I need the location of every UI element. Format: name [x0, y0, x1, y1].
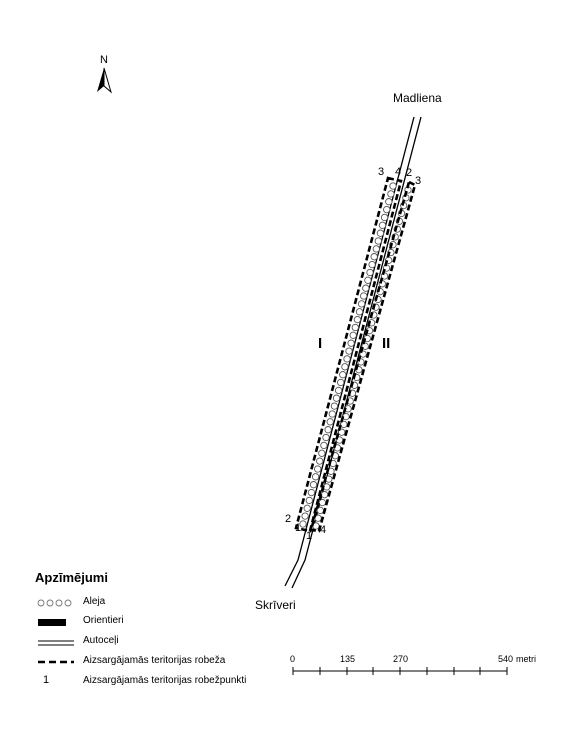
legend-label-boundary: Aizsargājamās teritorijas robeža [83, 655, 226, 666]
alley-tree-symbol [342, 364, 348, 370]
alley-tree-symbol [321, 492, 327, 498]
alley-tree-symbol [304, 505, 310, 511]
boundary-point-label: 4 [320, 524, 327, 536]
alley-tree-symbol [369, 261, 375, 267]
alley-tree-symbol [327, 419, 333, 425]
scale-bar [293, 667, 507, 675]
scale-tick-label: 270 [393, 654, 409, 664]
alley-tree-symbol [335, 387, 341, 393]
alley-tree-symbol [306, 497, 312, 503]
alley-tree-symbol [352, 324, 358, 330]
north-letter: N [100, 54, 108, 66]
alley-tree-symbol [319, 450, 325, 456]
alley-tree-symbol [329, 411, 335, 417]
alley-tree-symbol [321, 442, 327, 448]
alley-tree-symbol [350, 332, 356, 338]
legend-label-alley: Aleja [83, 596, 106, 607]
boundary-point-label: 2 [406, 167, 413, 179]
boundary-point-label: 1 [306, 530, 313, 542]
alley-tree-symbol [331, 403, 337, 409]
alley-tree-symbol [333, 395, 339, 401]
legend-label-roads: Autoceļi [83, 635, 119, 646]
zone-label-right: II [382, 335, 391, 352]
alley-tree-symbol [348, 340, 354, 346]
alley-tree-symbol [340, 372, 346, 378]
alley-tree-symbol [386, 199, 392, 205]
alley-tree-symbol [379, 222, 385, 228]
alley-tree-symbol [390, 183, 396, 189]
legend-alley-symbol [38, 600, 71, 606]
alley-tree-symbol [361, 293, 367, 299]
alley-tree-symbol [344, 356, 350, 362]
legend-symbol-point-number: 1 [43, 674, 50, 686]
alley-east-row [313, 187, 411, 529]
alley-tree-symbol [338, 379, 344, 385]
place-label-north: Madliena [393, 91, 442, 105]
alley-tree-symbol [310, 482, 316, 488]
scale-tick-label: 135 [340, 654, 356, 664]
boundary-point-label: 2 [285, 513, 292, 525]
alley-tree-symbol [323, 434, 329, 440]
boundary-point-label: 1 [295, 522, 302, 534]
alley-west-row [300, 183, 396, 527]
legend-road-symbol [38, 641, 74, 645]
scale-tick-label: 0 [290, 654, 296, 664]
alley-tree-symbol [358, 301, 364, 307]
boundary-point-label: 3 [415, 175, 422, 187]
alley-tree-symbol [377, 230, 383, 236]
scale-unit-label: metri [516, 654, 536, 664]
alley-tree-symbol [371, 254, 377, 260]
legend-title: Apzīmējumi [35, 570, 108, 585]
legend-label-landmarks: Orientieri [83, 615, 124, 626]
alley-tree-symbol [375, 238, 381, 244]
boundary-point-label: 3 [378, 166, 385, 178]
alley-tree-symbol [354, 316, 360, 322]
alley-tree-symbol [319, 499, 325, 505]
alley-tree-symbol [315, 466, 321, 472]
place-label-south: Skrīveri [255, 598, 296, 612]
alley-tree-symbol [356, 309, 362, 315]
zone-label-left: I [318, 335, 323, 352]
alley-tree-symbol [365, 277, 371, 283]
alley-tree-symbol [363, 285, 369, 291]
alley-tree-symbol [381, 214, 387, 220]
north-arrow-icon [97, 68, 111, 92]
alley-tree-symbol [341, 421, 347, 427]
alley-tree-symbol [312, 474, 318, 480]
legend-label-boundary-points: Aizsargājamās teritorijas robežpunkti [83, 675, 247, 686]
alley-tree-symbol [346, 348, 352, 354]
alley-tree-symbol [325, 427, 331, 433]
boundary-point-label: 4 [395, 166, 402, 178]
alley-tree-symbol [388, 191, 394, 197]
scale-tick-label: 540 [498, 654, 514, 664]
legend-landmark-symbol [38, 619, 66, 626]
alley-tree-symbol [373, 246, 379, 252]
alley-tree-symbol [302, 513, 308, 519]
alley-tree-symbol [367, 269, 373, 275]
alley-tree-symbol [308, 489, 314, 495]
alley-tree-symbol [384, 206, 390, 212]
alley-tree-symbol [317, 458, 323, 464]
